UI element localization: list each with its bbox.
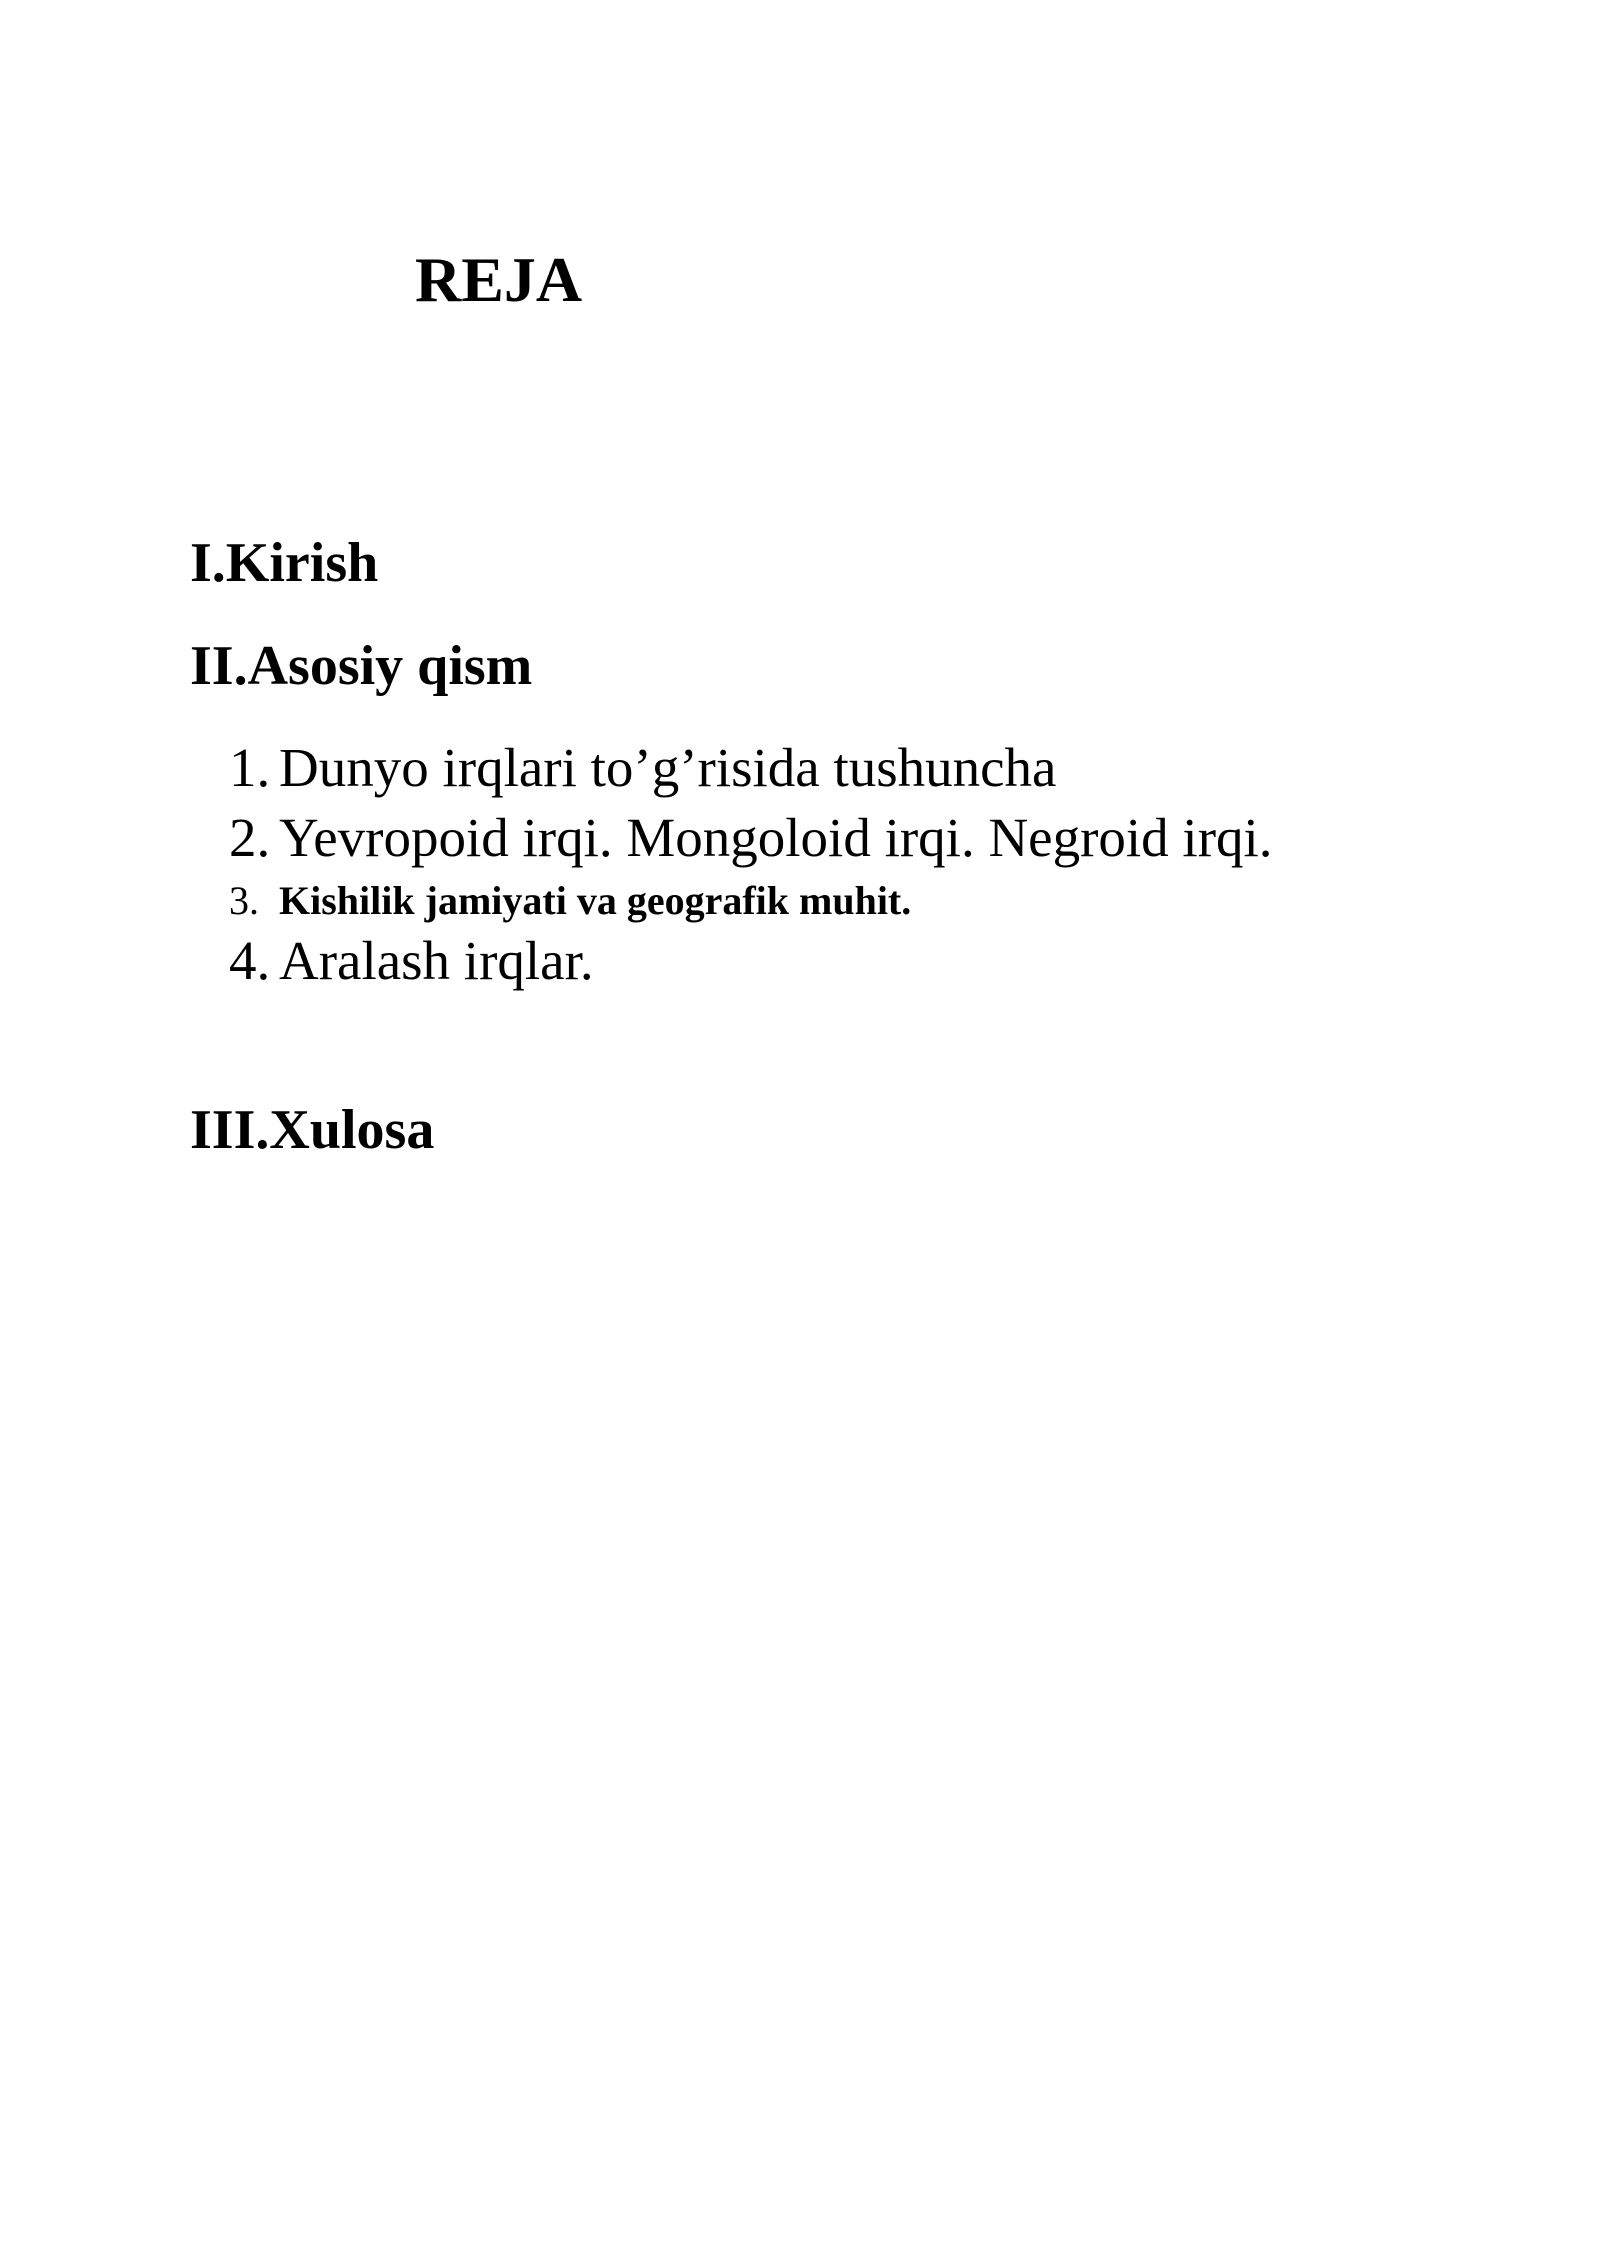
plan-item-number: 1. bbox=[229, 737, 271, 798]
plan-item-number: 4. bbox=[229, 930, 271, 991]
page-title: REJA bbox=[415, 244, 583, 315]
section-heading-introduction: I.Kirish bbox=[190, 532, 379, 594]
plan-item-text: Dunyo irqlari to’g’risida tushuncha bbox=[279, 737, 1057, 798]
plan-item bbox=[229, 735, 1056, 801]
plan-item-number: 2. bbox=[229, 807, 271, 868]
plan-item bbox=[229, 876, 911, 926]
section-heading-conclusion: III.Xulosa bbox=[190, 1099, 435, 1161]
plan-item bbox=[229, 805, 1273, 871]
plan-item-text: Aralash irqlar. bbox=[279, 930, 594, 991]
plan-item-number: 3. bbox=[229, 878, 259, 923]
plan-item-text: Kishilik jamiyati va geografik muhit. bbox=[279, 878, 912, 923]
plan-item-text: Yevropoid irqi. Mongoloid irqi. Negroid irqi. bbox=[279, 807, 1273, 868]
plan-item bbox=[229, 928, 594, 994]
section-heading-main-part: II.Asosiy qism bbox=[190, 635, 533, 697]
